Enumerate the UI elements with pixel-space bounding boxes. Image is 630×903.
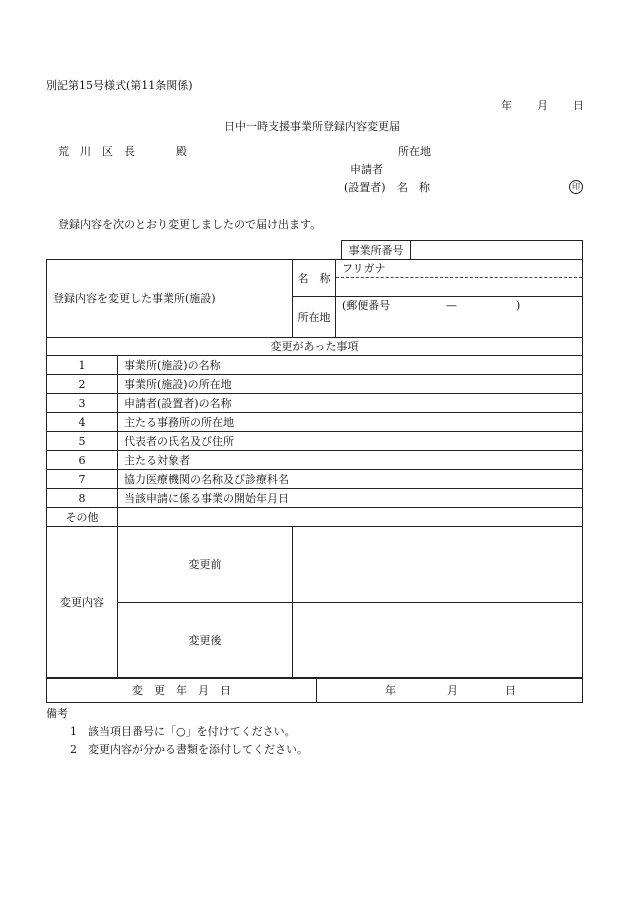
note-line: 1 該当項目番号に「○」を付けてください。 bbox=[70, 725, 296, 738]
postal-code-close: ) bbox=[516, 299, 521, 312]
before-field[interactable] bbox=[293, 527, 583, 603]
office-number-table bbox=[341, 240, 583, 260]
change-date-field[interactable] bbox=[317, 678, 583, 703]
office-location-label: 所在地 bbox=[293, 297, 336, 338]
item-text: 事業所(施設)の所在地 bbox=[118, 375, 583, 394]
item-text: 当該申請に係る事業の開始年月日 bbox=[118, 489, 583, 508]
applicant-label: 申請者 bbox=[350, 163, 383, 176]
after-label: 変更後 bbox=[118, 603, 293, 679]
change-content-label: 変更内容 bbox=[47, 527, 118, 679]
change-date-label: 変 更 年 月 日 bbox=[47, 678, 317, 703]
change-date-month: 月 bbox=[447, 684, 458, 697]
applicant-name-label: 名 称 bbox=[397, 181, 430, 194]
change-date-table bbox=[46, 677, 583, 703]
change-date-year: 年 bbox=[385, 684, 396, 697]
form-number: 別記第15号様式(第11条関係) bbox=[46, 79, 193, 92]
page-title: 日中一時支援事業所登録内容変更届 bbox=[224, 120, 400, 133]
changed-office-label: 登録内容を変更した事業所(施設) bbox=[47, 260, 293, 338]
other-label: その他 bbox=[47, 508, 118, 527]
item-number[interactable]: 8 bbox=[47, 489, 118, 508]
date-month: 月 bbox=[537, 99, 548, 112]
addressee: 荒 川 区 長 bbox=[58, 145, 135, 158]
item-text: 事業所(施設)の名称 bbox=[118, 356, 583, 375]
item-number[interactable]: 4 bbox=[47, 413, 118, 432]
establisher-label: (設置者) bbox=[344, 181, 386, 194]
address-label: 所在地 bbox=[398, 145, 431, 158]
item-number[interactable]: 7 bbox=[47, 470, 118, 489]
item-number[interactable]: 1 bbox=[47, 356, 118, 375]
changed-office-table bbox=[46, 259, 583, 338]
after-field[interactable] bbox=[293, 603, 583, 679]
office-name-field[interactable] bbox=[336, 278, 583, 297]
honorific: 殿 bbox=[176, 145, 187, 158]
item-number[interactable]: 2 bbox=[47, 375, 118, 394]
item-number[interactable]: 3 bbox=[47, 394, 118, 413]
office-number-label: 事業所番号 bbox=[342, 241, 411, 260]
item-text: 申請者(設置者)の名称 bbox=[118, 394, 583, 413]
before-label: 変更前 bbox=[118, 527, 293, 603]
item-text: 主たる事務所の所在地 bbox=[118, 413, 583, 432]
date-day: 日 bbox=[573, 99, 584, 112]
changed-items-table bbox=[46, 337, 583, 679]
changed-items-header: 変更があった事項 bbox=[47, 338, 583, 356]
notes-title: 備考 bbox=[46, 707, 68, 720]
item-number[interactable]: 5 bbox=[47, 432, 118, 451]
office-location-field[interactable] bbox=[336, 297, 583, 338]
postal-code-open: (郵便番号 bbox=[342, 299, 391, 312]
date-year: 年 bbox=[501, 99, 512, 112]
furigana-field[interactable] bbox=[336, 260, 583, 278]
office-name-label: 名 称 bbox=[293, 260, 336, 297]
seal-mark: 印 bbox=[569, 180, 583, 194]
other-field[interactable] bbox=[118, 508, 583, 527]
item-text: 主たる対象者 bbox=[118, 451, 583, 470]
item-text: 代表者の氏名及び住所 bbox=[118, 432, 583, 451]
office-number-field[interactable] bbox=[411, 241, 583, 260]
postal-code-dash: — bbox=[446, 299, 457, 312]
item-number[interactable]: 6 bbox=[47, 451, 118, 470]
furigana-label: フリガナ bbox=[342, 262, 386, 275]
change-date-day: 日 bbox=[505, 684, 516, 697]
note-line: 2 変更内容が分かる書類を添付してください。 bbox=[70, 743, 308, 756]
intro-text: 登録内容を次のとおり変更しましたので届け出ます。 bbox=[58, 218, 322, 231]
item-text: 協力医療機関の名称及び診療科名 bbox=[118, 470, 583, 489]
